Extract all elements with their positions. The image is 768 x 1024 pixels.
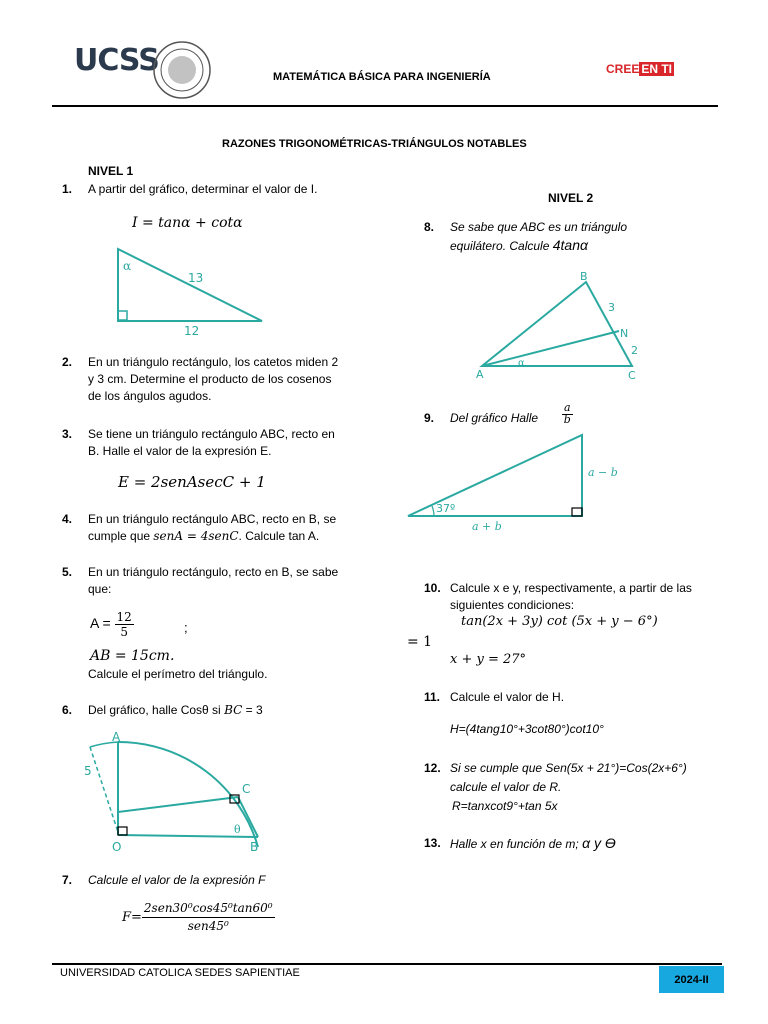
- equation-1-result: = 1: [407, 634, 433, 650]
- question-text-line-2: que:: [88, 582, 112, 596]
- equation-1: tan(2x + 3y) cot (5x + y − 6°): [461, 614, 658, 629]
- f-label: F=: [122, 910, 142, 925]
- question-text: Del gráfico Halle: [450, 411, 539, 425]
- length-3-label: 3: [608, 301, 615, 314]
- question-number: 8.: [424, 220, 435, 234]
- fraction: [142, 900, 275, 935]
- text: Del gráfico, halle Cosθ si: [88, 703, 225, 717]
- question-1: [62, 181, 392, 201]
- question-text: [450, 835, 616, 853]
- cree-text: CREE: [606, 62, 640, 76]
- question-text-line-1: Se tiene un triángulo rectángulo ABC, recto en: [88, 427, 335, 441]
- question-text-line-1: Se sabe que ABC es un triángulo: [450, 220, 628, 234]
- a-label: A =: [90, 615, 111, 632]
- denominator: 5: [120, 625, 128, 639]
- question-5-text-line-3: Calcule el perímetro del triángulo.: [88, 667, 268, 681]
- question-number: 13.: [424, 836, 441, 850]
- course-title: MATEMÁTICA BÁSICA PARA INGENIERÍA: [273, 71, 491, 83]
- question-4: [62, 511, 392, 547]
- question-text-line-3: R=tanxcot9°+tan 5x: [452, 799, 558, 813]
- side-a-minus-b-label: a − b: [588, 466, 618, 479]
- semicolon: ;: [184, 620, 188, 635]
- question-11: [424, 689, 724, 709]
- question-number: 10.: [424, 581, 441, 595]
- question-number: 12.: [424, 761, 441, 775]
- question-text-line-2: calcule el valor de R.: [450, 780, 562, 794]
- question-text-line-1: En un triángulo rectángulo ABC, recto en B, se: [88, 512, 337, 526]
- point-o-label: O: [112, 840, 122, 854]
- question-text-line-3: de los ángulos agudos.: [88, 389, 212, 403]
- question-13: [424, 835, 724, 855]
- question-text-line-2: B. Halle el valor de la expresión E.: [88, 444, 272, 458]
- term-badge: 2024-II: [659, 966, 724, 993]
- page-title: RAZONES TRIGONOMÉTRICAS-TRIÁNGULOS NOTABLES: [222, 138, 527, 150]
- formula-q3: E = 2senAsecC + 1: [118, 473, 266, 491]
- question-text-line-2: siguientes condiciones:: [450, 598, 575, 612]
- footer-university: UNIVERSIDAD CATOLICA SEDES SAPIENTIAE: [60, 967, 300, 979]
- numerator: a: [564, 401, 571, 414]
- fraction-a-over-b: [562, 402, 573, 423]
- question-5: [62, 564, 392, 600]
- base-label: 12: [184, 324, 200, 338]
- question-text-line-1: En un triángulo rectángulo, recto en B, se sabe: [88, 565, 339, 579]
- triangle-figure-q1: [110, 243, 275, 338]
- hypotenuse-label: 13: [188, 271, 204, 285]
- theta-label: θ: [234, 823, 241, 836]
- text: . Calcule tan A.: [238, 529, 320, 543]
- cree-en-ti-logo: [606, 62, 674, 76]
- question-text: Calcule el valor de H.: [450, 690, 565, 704]
- q5-a-value: [90, 610, 134, 639]
- question-text-line-2: [88, 528, 319, 545]
- denominator: sen45⁰: [187, 919, 229, 933]
- question-number: 6.: [62, 703, 73, 717]
- text: cumple que: [88, 529, 154, 543]
- point-c-label: C: [242, 782, 251, 796]
- formula-q1: I = tanα + cotα: [132, 215, 243, 231]
- math-expression: BC: [224, 703, 243, 717]
- point-b-label: B: [250, 840, 259, 854]
- alpha-label: α: [518, 358, 525, 369]
- question-number: 3.: [62, 427, 73, 441]
- footer-divider: [52, 963, 722, 965]
- question-10: [424, 580, 744, 616]
- text: equilátero. Calcule: [450, 239, 553, 253]
- question-number: 9.: [424, 411, 435, 425]
- point-b-label: B: [580, 270, 588, 283]
- quarter-circle-figure-q6: [78, 727, 273, 855]
- formula-q7: [122, 900, 275, 935]
- question-number: 7.: [62, 873, 73, 887]
- header-divider: [52, 105, 718, 107]
- nivel-2-heading: NIVEL 2: [548, 191, 594, 205]
- ab-value: AB = 15cm.: [90, 648, 175, 664]
- formula-q11: H=(4tang10°+3cot80°)cot10°: [450, 722, 604, 736]
- question-6: [62, 702, 392, 722]
- math-expression: 4tanα: [552, 237, 588, 253]
- question-12: [424, 760, 754, 814]
- question-text-line-2: y 3 cm. Determine el producto de los cosenos: [88, 372, 332, 386]
- question-text-line-1: En un triángulo rectángulo, los catetos miden 2: [88, 355, 339, 369]
- point-n-label: N: [620, 327, 629, 340]
- ucss-logo: UCSS: [74, 43, 159, 78]
- question-number: 4.: [62, 512, 73, 526]
- text: = 3: [242, 703, 263, 717]
- length-5-label: 5: [84, 764, 92, 778]
- math-expression: senA = 4senC: [153, 529, 239, 543]
- angle-37-label: 37º: [436, 502, 456, 515]
- question-text: A partir del gráfico, determinar el valor de I.: [88, 182, 318, 196]
- enti-text: EN TI: [641, 62, 673, 76]
- point-c-label: C: [628, 369, 636, 382]
- fraction: [115, 610, 134, 639]
- equation-2: x + y = 27°: [450, 652, 527, 667]
- base-a-plus-b-label: a + b: [472, 520, 502, 533]
- symbols: α y ϴ: [582, 835, 616, 851]
- question-text-line-1: Calcule x e y, respectivamente, a partir de las: [450, 581, 692, 595]
- numerator: 12: [116, 610, 132, 624]
- question-number: 1.: [62, 182, 73, 196]
- question-text-line-1: Si se cumple que Sen(5x + 21°)=Cos(2x+6°): [450, 761, 687, 775]
- text: Halle x en función de m;: [450, 837, 583, 851]
- question-text-line-2: [450, 237, 588, 255]
- question-text: Calcule el valor de la expresión F: [88, 873, 266, 887]
- point-a-label: A: [112, 730, 121, 744]
- numerator: 2sen30⁰cos45⁰tan60⁰: [142, 900, 275, 918]
- length-2-label: 2: [631, 344, 638, 357]
- equilateral-triangle-figure-q8: [474, 268, 649, 382]
- right-triangle-figure-q9: [402, 430, 632, 534]
- question-text: [88, 702, 263, 719]
- question-2: [62, 354, 392, 406]
- question-8: [424, 219, 724, 255]
- question-number: 11.: [424, 690, 441, 704]
- nivel-1-heading: NIVEL 1: [88, 164, 134, 178]
- question-number: 2.: [62, 355, 73, 369]
- alpha-label: α: [123, 259, 132, 273]
- denominator: b: [563, 415, 571, 423]
- question-7: [62, 872, 392, 892]
- point-a-label: A: [476, 368, 484, 381]
- university-seal-icon: [152, 40, 212, 100]
- question-number: 5.: [62, 565, 73, 579]
- question-3: [62, 426, 392, 462]
